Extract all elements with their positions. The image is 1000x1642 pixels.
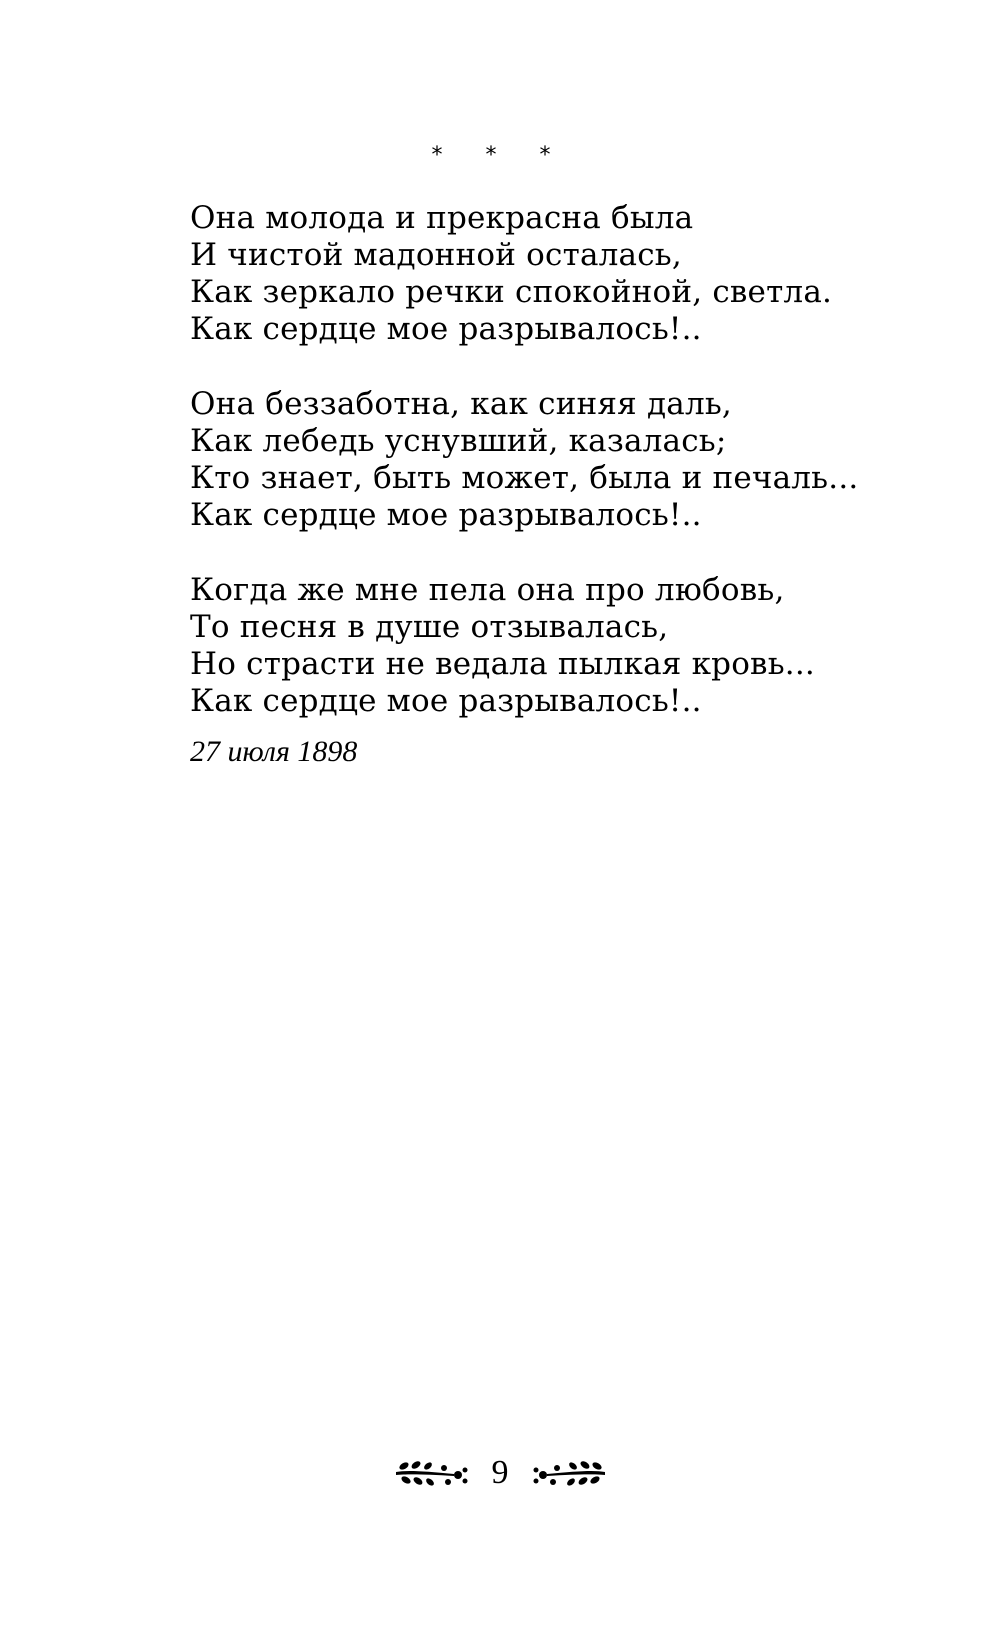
poem-line: Она молода и прекрасна была	[190, 200, 694, 236]
poem-line: Кто знает, быть может, была и печаль...	[190, 460, 859, 496]
stanza-2	[190, 386, 950, 534]
poem-line: Как сердце мое разрывалось!..	[190, 683, 702, 719]
poem-line: Как лебедь уснувший, казалась;	[190, 423, 727, 459]
poem-date: 27 июля 1898	[190, 735, 358, 768]
stanza-1	[190, 200, 950, 348]
poem	[190, 200, 950, 758]
section-separator: * * *	[431, 143, 569, 168]
poem-line: Но страсти не ведала пылкая кровь...	[190, 646, 815, 682]
poem-line: И чистой мадонной осталась,	[190, 237, 682, 273]
poem-line: Когда же мне пела она про любовь,	[190, 572, 785, 608]
page-footer	[0, 1448, 1000, 1498]
poem-line: Как зеркало речки спокойной, светла.	[190, 274, 833, 310]
poem-line: Как сердце мое разрывалось!..	[190, 497, 702, 533]
floral-branch-right-icon	[531, 1456, 607, 1490]
poem-line: Она беззаботна, как синяя даль,	[190, 386, 732, 422]
floral-branch-left-icon	[394, 1456, 470, 1490]
poem-line: Как сердце мое разрывалось!..	[190, 311, 702, 347]
page-number: 9	[491, 1454, 509, 1491]
poem-line: То песня в душе отзывалась,	[190, 609, 669, 645]
stanza-3	[190, 572, 950, 720]
